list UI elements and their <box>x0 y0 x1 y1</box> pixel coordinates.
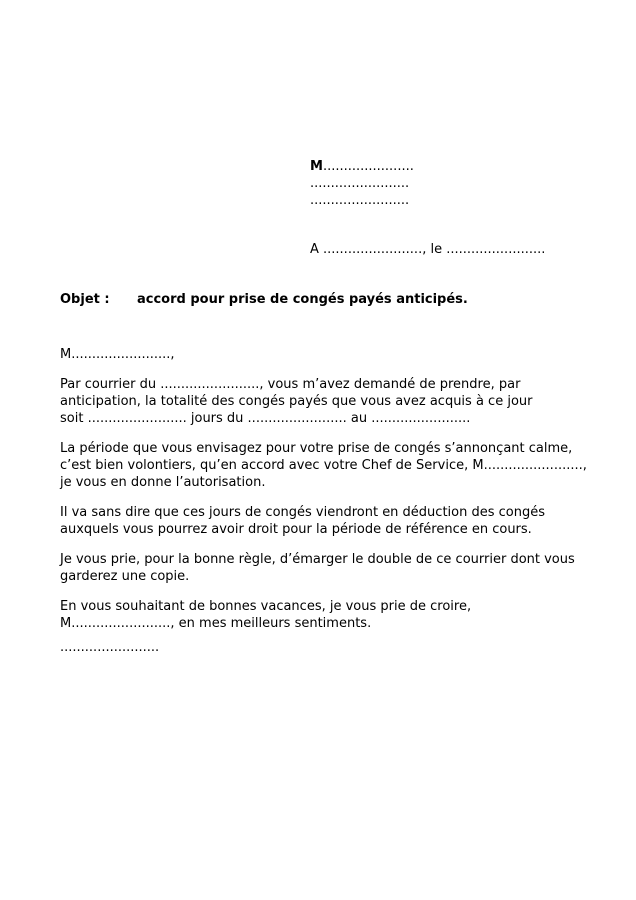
paragraph-line: je vous en donne l’autorisation. <box>60 475 266 490</box>
salutation: M........................, <box>60 347 175 362</box>
recipient-address-line-3: ........................ <box>310 193 410 208</box>
paragraph-line: Il va sans dire que ces jours de congés viendront en déduction des congés <box>60 505 545 520</box>
paragraph-deduction <box>60 504 605 538</box>
paragraph-line: Je vous prie, pour la bonne règle, d’émarger le double de ce courrier dont vous <box>60 552 575 567</box>
paragraph-line: En vous souhaitant de bonnes vacances, je vous prie de croire, <box>60 599 472 614</box>
subject-label: Objet : <box>60 292 110 307</box>
subject-text: accord pour prise de congés payés anticipés. <box>137 292 468 307</box>
signature-placeholder: ........................ <box>60 640 160 655</box>
paragraph-line: soit ........................ jours du ........................ au ........................ <box>60 411 471 426</box>
paragraph-authorisation <box>60 440 605 491</box>
recipient-name-dots: ...................... <box>322 159 414 174</box>
paragraph-line: M........................, en mes meilleurs sentiments. <box>60 616 372 631</box>
letter-body <box>60 346 605 645</box>
paragraph-line: auxquels vous pourrez avoir droit pour la période de référence en cours. <box>60 522 532 537</box>
recipient-name-prefix: M <box>310 159 323 174</box>
subject-line <box>60 291 468 308</box>
paragraph-line: La période que vous envisagez pour votre prise de congés s’annonçant calme, <box>60 441 573 456</box>
paragraph-line: garderez une copie. <box>60 569 190 584</box>
paragraph-line: Par courrier du ........................, vous m’avez demandé de prendre, par <box>60 377 521 392</box>
paragraph-signature-request <box>60 551 605 585</box>
recipient-address-line-2: ........................ <box>310 176 410 191</box>
recipient-name-line <box>310 158 414 175</box>
paragraph-request <box>60 376 605 427</box>
paragraph-line: anticipation, la totalité des congés payés que vous avez acquis à ce jour <box>60 394 533 409</box>
place-date: A ........................, le ........................ <box>310 242 546 257</box>
paragraph-closing <box>60 598 605 632</box>
paragraph-line: c’est bien volontiers, qu’en accord avec votre Chef de Service, M........................, <box>60 458 587 473</box>
recipient-address <box>310 158 414 209</box>
